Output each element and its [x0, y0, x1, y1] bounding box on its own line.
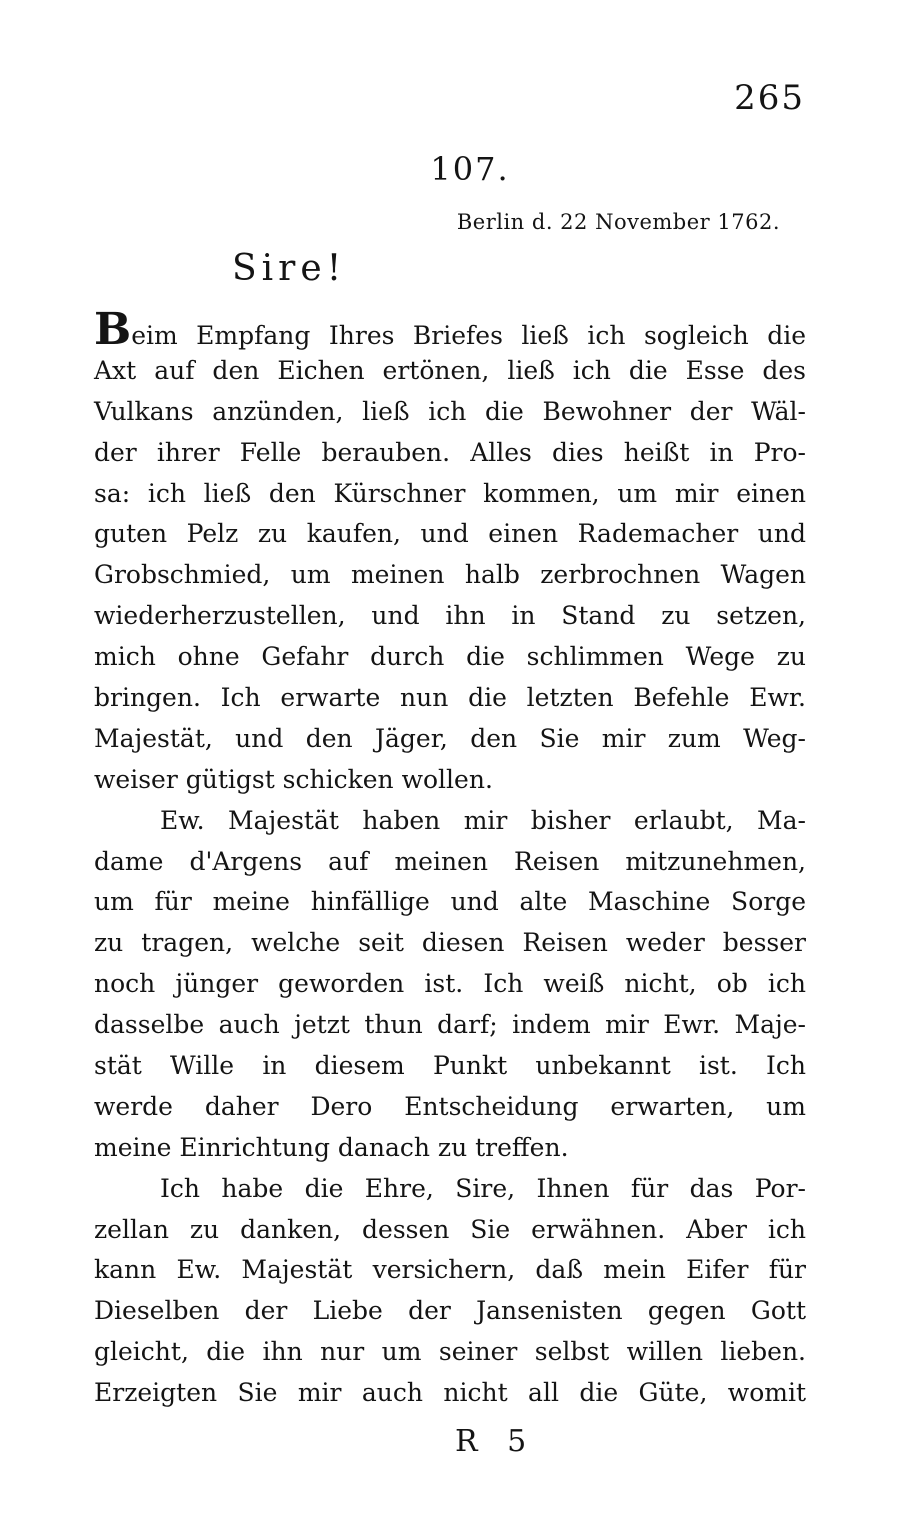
text-line: um für meine hinfällige und alte Maschine Sorge: [94, 887, 806, 917]
page-number: 265: [734, 78, 805, 118]
text-line: zu tragen, welche seit diesen Reisen weder besser: [94, 928, 806, 958]
text-line: Majestät, und den Jäger, den Sie mir zum Weg-: [94, 723, 806, 753]
text-line: mich ohne Gefahr durch die schlimmen Wege zu: [94, 642, 806, 672]
text-line: Ew. Majestät haben mir bisher erlaubt, Ma-: [160, 805, 806, 835]
text-line: kann Ew. Majestät versichern, daß mein Eifer für: [94, 1255, 806, 1285]
text-line: Erzeigten Sie mir auch nicht all die Güte, womit: [94, 1378, 806, 1408]
text-line: stät Wille in diesem Punkt unbekannt ist. Ich: [94, 1051, 806, 1081]
text-line: Grobschmied, um meinen halb zerbrochnen Wagen: [94, 560, 806, 590]
text-line: Vulkans anzünden, ließ ich die Bewohner der Wäl-: [94, 396, 806, 426]
text-line: Dieselben der Liebe der Jansenisten gegen Gott: [94, 1296, 806, 1326]
text-line: wiederherzustellen, und ihn in Stand zu setzen,: [94, 601, 806, 631]
text-line: gleicht, die ihn nur um seiner selbst willen lieben.: [94, 1337, 806, 1367]
text-line: der ihrer Felle berauben. Alles dies heißt in Pro-: [94, 437, 806, 467]
text-line: dame d'Argens auf meinen Reisen mitzunehmen,: [94, 846, 806, 876]
text-line: zellan zu danken, dessen Sie erwähnen. Aber ich: [94, 1214, 806, 1244]
signature-mark: R 5: [455, 1424, 537, 1459]
text-line: Ich habe die Ehre, Sire, Ihnen für das Por-: [160, 1173, 806, 1203]
salutation: Sire!: [232, 248, 347, 289]
text-line: guten Pelz zu kaufen, und einen Rademacher und: [94, 519, 806, 549]
text-line: Axt auf den Eichen ertönen, ließ ich die Esse des: [94, 355, 806, 385]
text-line: Beim Empfang Ihres Briefes ließ ich sogleich die: [94, 304, 806, 355]
text-line: meine Einrichtung danach zu treffen.: [94, 1132, 569, 1162]
text-line: weiser gütigst schicken wollen.: [94, 764, 493, 794]
letter-number: 107.: [430, 150, 510, 188]
text-line: sa: ich ließ den Kürschner kommen, um mir einen: [94, 478, 806, 508]
letter-body: [94, 304, 806, 1414]
drop-initial: B: [94, 304, 132, 355]
text-line: noch jünger geworden ist. Ich weiß nicht, ob ich: [94, 969, 806, 999]
text-line: werde daher Dero Entscheidung erwarten, um: [94, 1091, 806, 1121]
text-line: dasselbe auch jetzt thun darf; indem mir Ewr. Maje-: [94, 1010, 806, 1040]
text-line: bringen. Ich erwarte nun die letzten Befehle Ewr.: [94, 683, 806, 713]
dateline: Berlin d. 22 November 1762.: [456, 210, 780, 234]
